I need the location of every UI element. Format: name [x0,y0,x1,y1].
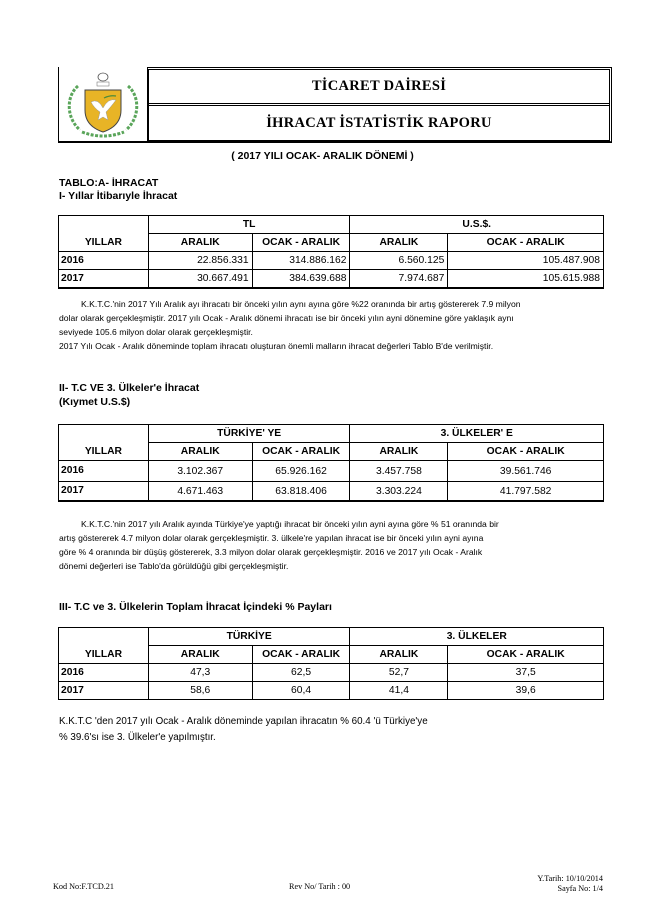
table-row [59,252,604,270]
value-cell: 30.667.491 [148,270,252,289]
value-cell: 6.560.125 [350,252,448,270]
value-cell: 47,3 [148,664,252,682]
paragraph-line: dönemi değerleri ise Tablo'da görüldüğü gibi gerçekleşmiştir. [59,561,289,571]
value-cell: 37,5 [448,664,604,682]
department-name: TİCARET DAİRESİ [149,70,609,106]
value-cell: 62,5 [252,664,350,682]
group-header-usd: U.S.$. [350,216,604,234]
sub-header: ARALIK [148,443,252,461]
value-cell: 3.303.224 [350,482,448,502]
value-cell: 105.487.908 [448,252,604,270]
value-cell: 58,6 [148,682,252,700]
table-row [59,664,604,682]
header-title-box [147,67,612,143]
sub-header: ARALIK [350,443,448,461]
value-cell: 65.926.162 [252,461,350,482]
col-header-year: YILLAR [59,425,149,461]
value-cell: 314.886.162 [252,252,350,270]
paragraph-line: artış göstererek 4.7 milyon dolar olarak gerçekleşmiştir. 3. ülkele're yapılan ihracat ise bir önceki yılın ayni ayına [59,533,484,543]
logo-cell [58,67,147,143]
value-cell: 60,4 [252,682,350,700]
section2-subtitle: (Kıymet U.S.$) [59,396,131,408]
section3-title: III- T.C ve 3. Ülkelerin Toplam İhracat İçindeki % Payları [59,601,332,613]
footer-page-number: Sayfa No: 1/4 [557,884,603,893]
section3-paragraph [59,714,589,746]
report-title: İHRACAT İSTATİSTİK RAPORU [266,114,492,131]
footer-code: Kod No:F.TCD.21 [53,882,114,891]
document-header [58,67,612,143]
year-cell: 2017 [59,482,149,502]
value-cell: 3.102.367 [148,461,252,482]
sub-header: ARALIK [350,234,448,252]
sub-header: OCAK - ARALIK [252,234,350,252]
value-cell: 52,7 [350,664,448,682]
sub-header: OCAK - ARALIK [252,443,350,461]
section1-title: I- Yıllar İtibarıyle İhracat [59,190,178,202]
sub-header: ARALIK [350,646,448,664]
coat-of-arms-icon [60,68,146,140]
value-cell: 3.457.758 [350,461,448,482]
footer-date: Y.Tarih: 10/10/2014 [537,874,603,883]
sub-header: OCAK - ARALIK [448,234,604,252]
value-cell: 41,4 [350,682,448,700]
value-cell: 39.561.746 [448,461,604,482]
sub-header: ARALIK [148,234,252,252]
group-header-third-countries: 3. ÜLKELER [350,628,604,646]
table-exports-by-destination [58,424,604,502]
sub-header: OCAK - ARALIK [448,443,604,461]
group-header-third-countries: 3. ÜLKELER' E [350,425,604,443]
group-header-tl: TL [148,216,350,234]
group-header-turkey: TÜRKİYE [148,628,350,646]
paragraph-line: göre % 4 oranında bir düşüş göstererek, 3.3 milyon dolar olarak gerçekleşmiştir. 2016 ve 2017 yılı Ocak - Aralık [59,547,483,557]
year-cell: 2016 [59,664,149,682]
year-cell: 2016 [59,461,149,482]
paragraph-line: K.K.T.C.'nin 2017 Yılı Aralık ayı ihracatı bir önceki yılın aynı ayına göre %22 oranında bir artış göstererek 7.9 milyon [81,299,521,309]
value-cell: 63.818.406 [252,482,350,502]
col-header-year: YILLAR [59,628,149,664]
table-share-percentages [58,627,604,700]
year-cell: 2017 [59,682,149,700]
report-period: ( 2017 YILI OCAK- ARALIK DÖNEMİ ) [231,150,414,162]
year-cell: 2016 [59,252,149,270]
sub-header: ARALIK [148,646,252,664]
paragraph-line: % 39.6'sı ise 3. Ülkeler'e yapılmıştır. [59,732,216,743]
paragraph-line: dolar olarak gerçekleşmiştir. 2017 yılı Ocak - Aralık dönemi ihracatı ise bir önceki yılın ayni dönemine göre yaklaşık aynı [59,313,514,323]
sub-header: OCAK - ARALIK [252,646,350,664]
value-cell: 4.671.463 [148,482,252,502]
section2-title: II- T.C VE 3. Ülkeler'e İhracat [59,382,200,394]
value-cell: 22.856.331 [148,252,252,270]
value-cell: 7.974.687 [350,270,448,289]
footer-revision: Rev No/ Tarih : 00 [289,882,351,891]
table-a-label: TABLO:A- İHRACAT [59,177,159,189]
sub-header: OCAK - ARALIK [448,646,604,664]
table-row [59,461,604,482]
paragraph-line: K.K.T.C.'nin 2017 yılı Aralık ayında Türkiye'ye yaptığı ihracat bir önceki yılın ayni ayına göre % 51 oranında bir [81,519,499,529]
table-row [59,682,604,700]
table-row [59,270,604,289]
paragraph-line: 2017 Yılı Ocak - Aralık döneminde toplam ihracatı oluşturan önemli malların ihracat değerleri Tablo B'de verilmiştir. [59,341,494,351]
section1-paragraph [59,297,589,353]
year-cell: 2017 [59,270,149,289]
col-header-year: YILLAR [59,216,149,252]
value-cell: 39,6 [448,682,604,700]
table-exports-by-year [58,215,604,289]
value-cell: 384.639.688 [252,270,350,289]
paragraph-line: seviyede 105.6 milyon dolar olarak gerçekleşmiştir. [59,327,253,337]
group-header-turkey: TÜRKİYE' YE [148,425,350,443]
paragraph-line: K.K.T.C 'den 2017 yılı Ocak - Aralık döneminde yapılan ihracatın % 60.4 'ü Türkiye'ye [59,716,428,727]
table-row [59,482,604,502]
section2-paragraph [59,517,589,573]
value-cell: 41.797.582 [448,482,604,502]
value-cell: 105.615.988 [448,270,604,289]
